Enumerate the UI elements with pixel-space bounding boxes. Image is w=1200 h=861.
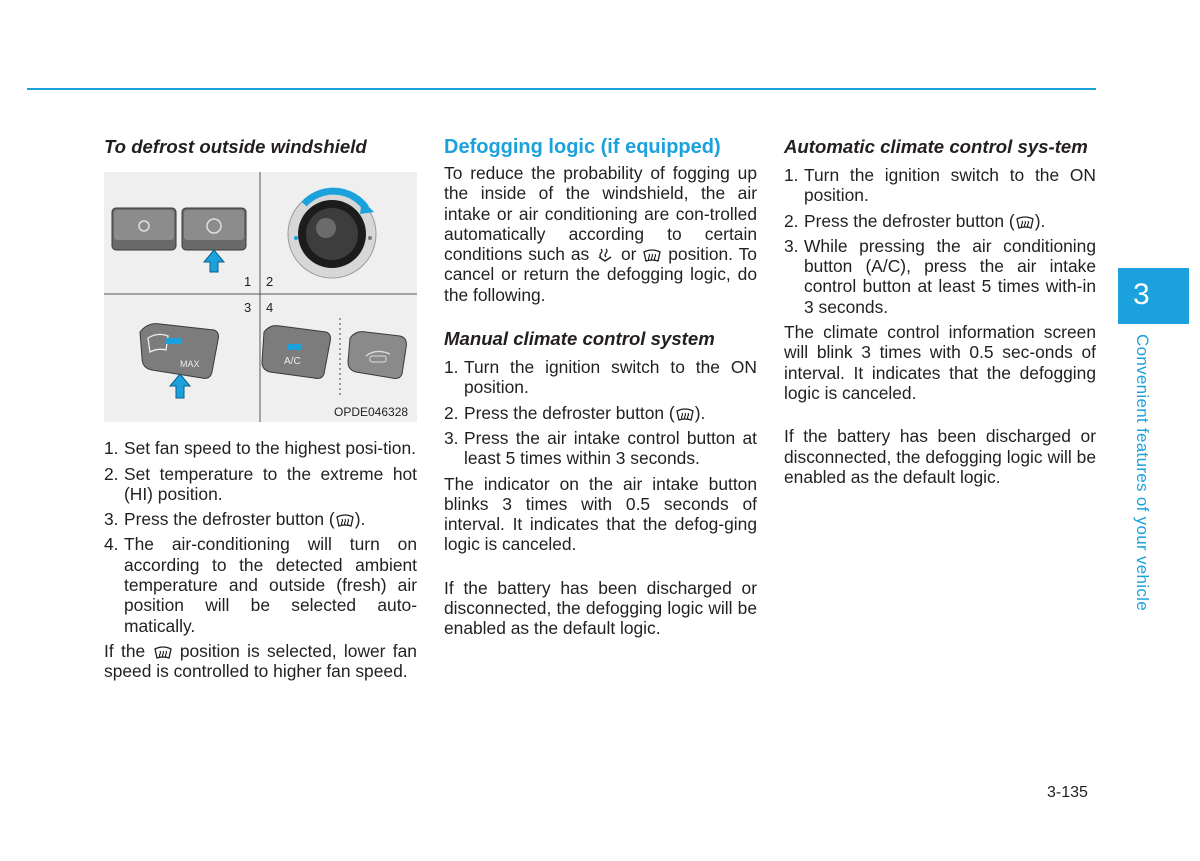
top-rule xyxy=(27,88,1096,90)
svg-text:A/C: A/C xyxy=(284,356,301,367)
air-intake-button-illustration xyxy=(348,332,406,379)
chapter-title: Convenient features of your vehicle xyxy=(1133,334,1152,611)
intro-paragraph: To reduce the probability of fogging up the inside of the windshield, the air intake or air conditioning are con-trolled automatically according to certain conditions such as or position. To cancel or return the defogging logic, do the following. xyxy=(444,163,757,305)
list-item: 3. Press the air intake control button at least 5 times within 3 seconds. xyxy=(444,427,757,469)
figure xyxy=(104,172,417,426)
ac-button-illustration xyxy=(262,326,331,379)
defroster-icon xyxy=(153,644,173,660)
list-item: 1. Set fan speed to the highest posi-tion. xyxy=(104,438,416,459)
column-1 xyxy=(104,136,417,687)
list-item: 1. Turn the ignition switch to the ON position. xyxy=(444,357,757,398)
page-number: 3-135 xyxy=(1047,784,1088,801)
list-item: 2. Press the defroster button ( ). xyxy=(444,402,706,423)
section-heading: Automatic climate control sys-tem xyxy=(784,136,1088,157)
indicator-paragraph: The indicator on the air intake button blinks 3 times with 0.5 seconds of interval. It indicates that the defog-ging logic is canceled. xyxy=(444,473,757,555)
section-heading: Defogging logic (if equipped) xyxy=(444,136,721,158)
svg-text:OPDE046328: OPDE046328 xyxy=(334,405,409,419)
battery-paragraph: If the battery has been discharged or disconnected, the defogging logic will be enabled as the default logic. xyxy=(444,577,757,639)
defroster-icon xyxy=(335,512,355,528)
fan-high-button-illustration xyxy=(182,208,246,250)
list-item: 3. Press the defroster button ( ). xyxy=(104,509,366,530)
list-item: 2. Set temperature to the extreme hot (HI) position. xyxy=(104,463,417,504)
defroster-icon xyxy=(675,406,695,422)
svg-text:4: 4 xyxy=(266,300,274,315)
sub-heading: Manual climate control system xyxy=(444,328,715,350)
note-paragraph: If the position is selected, lower fan speed is controlled to higher fan speed. xyxy=(104,640,417,682)
chapter-number: 3 xyxy=(1133,278,1150,311)
battery-paragraph: If the battery has been discharged or disconnected, the defogging logic will be enabled as the default logic. xyxy=(784,426,1096,487)
list-item: 2. Press the defroster button ( ). xyxy=(784,210,1046,231)
column-3 xyxy=(784,136,1096,492)
fan-low-button-illustration xyxy=(112,208,176,250)
chapter-tab xyxy=(1118,268,1189,324)
svg-text:2: 2 xyxy=(266,274,274,289)
list-item: 3. While pressing the air conditioning button (A/C), press the air intake control button at least 5 times with-in 3 seconds. xyxy=(784,235,1096,317)
steps-list xyxy=(784,165,1096,317)
svg-text:1: 1 xyxy=(244,274,252,289)
list-item: 4. The air-conditioning will turn on according to the detected ambient temperature and outside (fresh) air position will be selected auto-matically. xyxy=(104,534,417,636)
temperature-knob-illustration xyxy=(288,190,376,278)
steps-list xyxy=(444,357,757,468)
section-heading: To defrost outside windshield xyxy=(104,136,367,157)
svg-text:MAX: MAX xyxy=(180,359,200,369)
svg-text:3: 3 xyxy=(244,300,252,315)
defroster-icon xyxy=(1015,214,1035,230)
list-item: 1. Turn the ignition switch to the ON position. xyxy=(784,165,1096,206)
defroster-icon xyxy=(642,247,662,263)
column-2 xyxy=(444,136,757,644)
climate-panel-illustration xyxy=(104,172,417,422)
defrost-floor-icon xyxy=(595,247,615,263)
steps-list xyxy=(104,438,417,636)
defrost-max-button-illustration xyxy=(140,324,219,379)
blink-paragraph: The climate control information screen will blink 3 times with 0.5 sec-onds of interval. It indicates that the defogging logic is canceled. xyxy=(784,322,1096,403)
